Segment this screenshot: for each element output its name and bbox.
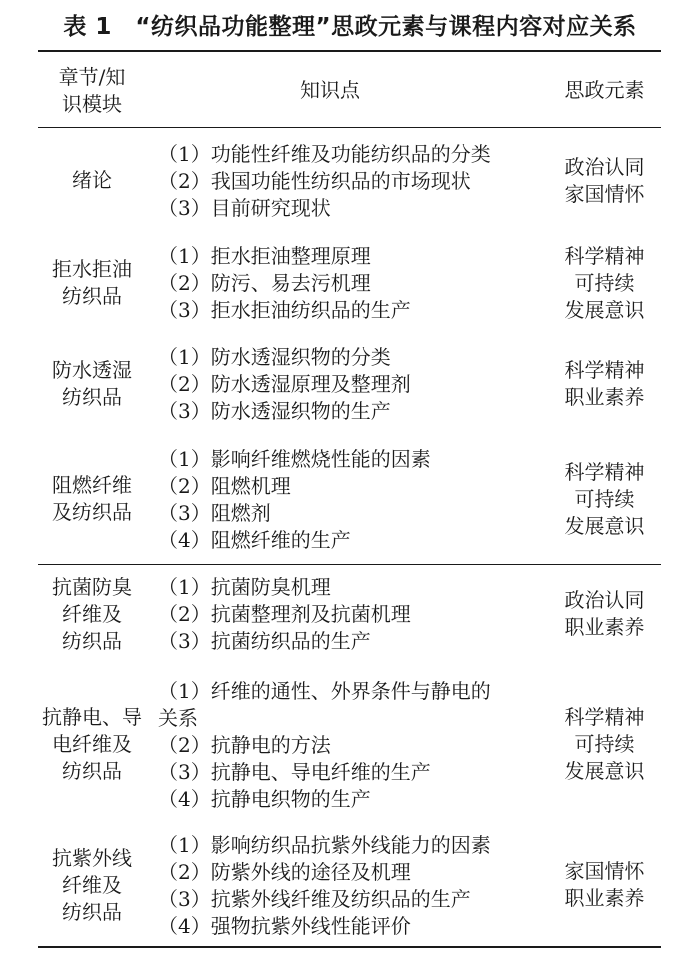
row-2-points: （1）拒水拒油整理原理 （2）防污、易去污机理 （3）拒水拒油纺织品的生产	[158, 244, 411, 322]
row-1-elements: 政治认同 家国情怀	[564, 155, 645, 206]
bottom-rule	[38, 946, 661, 948]
row-7-points: （1）影响纺织品抗紫外线能力的因素 （2）防紫外线的途径及机理 （3）抗紫外线纤维及纺织品的生产 （4）强物抗紫外线性能评价	[158, 833, 491, 938]
row-4-chapter: 阻燃纤维 及纺织品	[52, 473, 132, 524]
row-1-points: （1）功能性纤维及功能纺织品的分类 （2）我国功能性纺织品的市场现状 （3）目前研究现状	[158, 142, 491, 220]
header-knowledge: 知识点	[300, 78, 360, 102]
row-6-chapter: 抗静电、导 电纤维及 纺织品	[42, 705, 142, 783]
row-3-chapter: 防水透湿 纺织品	[52, 358, 132, 409]
table-title: 表 1 “纺织品功能整理”思政元素与课程内容对应关系	[63, 14, 637, 40]
row-3-elements: 科学精神 职业素养	[564, 358, 645, 409]
row-7-elements: 家国情怀 职业素养	[564, 859, 645, 910]
row-5-points: （1）抗菌防臭机理 （2）抗菌整理剂及抗菌机理 （3）抗菌纺织品的生产	[158, 575, 411, 653]
mid-rule	[38, 564, 661, 565]
row-5-chapter: 抗菌防臭 纤维及 纺织品	[52, 575, 132, 653]
row-7-chapter: 抗紫外线 纤维及 纺织品	[52, 846, 132, 924]
row-3-points: （1）防水透湿织物的分类 （2）防水透湿原理及整理剂 （3）防水透湿织物的生产	[158, 345, 411, 423]
row-1-chapter: 绪论	[72, 168, 112, 192]
header-ideology: 思政元素	[564, 78, 645, 102]
row-5-elements: 政治认同 职业素养	[564, 588, 645, 639]
header-chapter: 章节/知 识模块	[58, 65, 126, 116]
top-rule	[38, 50, 661, 52]
header-rule	[38, 127, 661, 128]
row-6-elements: 科学精神 可持续 发展意识	[564, 705, 645, 783]
row-4-elements: 科学精神 可持续 发展意识	[564, 460, 645, 538]
row-2-chapter: 拒水拒油 纺织品	[52, 257, 132, 308]
row-4-points: （1）影响纤维燃烧性能的因素 （2）阻燃机理 （3）阻燃剂 （4）阻燃纤维的生产	[158, 447, 431, 552]
row-6-points: （1）纤维的通性、外界条件与静电的 关系 （2）抗静电的方法 （3）抗静电、导电纤维的生产 （4）抗静电织物的生产	[158, 679, 491, 811]
row-2-elements: 科学精神 可持续 发展意识	[564, 244, 645, 322]
